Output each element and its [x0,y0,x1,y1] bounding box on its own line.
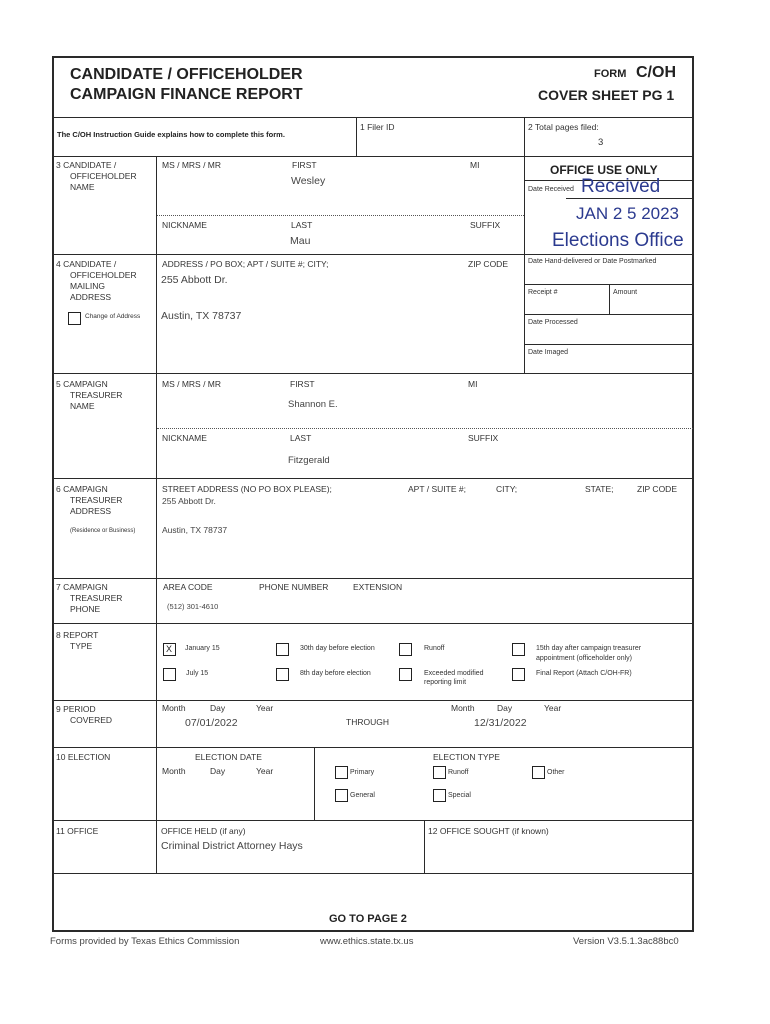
go-to-page-2: GO TO PAGE 2 [329,913,407,925]
election-day-label: Day [210,766,226,776]
receipt-label: Receipt # [528,289,558,296]
section-3-label-3: NAME [70,182,95,192]
treas-apt-label: APT / SUITE #; [408,484,466,494]
election-other-label: Other [547,769,565,776]
cand-first-value: Wesley [291,175,326,187]
section-6-label-3: ADDRESS [70,506,112,516]
total-pages-label: 2 Total pages filed: [528,122,599,132]
cand-suffix-label: SUFFIX [470,220,501,230]
hand-delivered-label: Date Hand-delivered or Date Postmarked [528,258,657,265]
frame-top [52,56,694,58]
amount-label: Amount [613,289,638,296]
rule [566,198,694,199]
section-4-label: 4 CANDIDATE / [56,259,117,269]
processed-label: Date Processed [528,319,578,326]
rule [424,820,425,873]
report-type-label: Runoff [424,645,445,652]
report-type-label: July 15 [186,670,209,677]
report-type-july-15-checkbox[interactable] [163,668,176,681]
frame-bottom [52,930,694,932]
section-7-label-2: TREASURER [70,593,123,603]
report-type-exceeded-checkbox[interactable] [399,668,412,681]
section-6-note: (Residence or Business) [70,528,136,534]
period-day-label-2: Day [497,703,513,713]
election-general-label: General [350,792,375,799]
treas-phone-value: (512) 301-4610 [167,602,219,611]
report-type-30th-day-checkbox[interactable] [276,643,289,656]
rule [524,254,694,255]
total-pages-value: 3 [598,137,604,148]
election-type-label: ELECTION TYPE [433,752,500,762]
rule [52,747,694,748]
section-6-label-2: TREASURER [70,495,123,505]
instruction-text: The C/OH Instruction Guide explains how to complete this form. [57,130,285,139]
election-general-checkbox[interactable] [335,789,348,802]
change-of-address-checkbox[interactable] [68,312,81,325]
cand-address-header: ADDRESS / PO BOX; APT / SUITE #; CITY; [162,259,329,269]
stamp-received: Received [581,176,661,197]
office-sought-label: 12 OFFICE SOUGHT (if known) [428,826,549,836]
office-use-title: OFFICE USE ONLY [550,163,658,177]
section-5-label-3: NAME [70,401,95,411]
report-type-label-2: reporting limit [424,679,467,686]
stamp-date: JAN 2 5 2023 [576,204,680,223]
election-runoff-label: Runoff [448,769,469,776]
title-line2: CAMPAIGN FINANCE REPORT [70,86,303,103]
section-3-label: 3 CANDIDATE / [56,160,117,170]
footer-url: www.ethics.state.tx.us [320,936,414,947]
dotted-rule [157,215,524,216]
rule [524,314,694,315]
report-type-label: Exceeded modified [424,670,484,677]
cand-mi-label: MI [470,160,480,170]
treas-first-value: Shannon E. [288,399,338,410]
footer-provider: Forms provided by Texas Ethics Commission [50,936,240,947]
report-type-label: January 15 [185,645,220,652]
treas-mi-label: MI [468,379,478,389]
cover-sheet-label: COVER SHEET PG 1 [538,87,675,103]
election-special-label: Special [448,792,471,799]
period-year-label-2: Year [544,703,562,713]
cand-nickname-label: NICKNAME [162,220,207,230]
section-4-label-4: ADDRESS [70,292,112,302]
election-other-checkbox[interactable] [532,766,545,779]
treas-ms-label: MS / MRS / MR [162,379,222,389]
cand-first-label: FIRST [292,160,317,170]
report-type-8th-day-checkbox[interactable] [276,668,289,681]
form-code: C/OH [636,64,676,81]
date-received-label: Date Received [528,186,574,193]
period-year-label: Year [256,703,274,713]
report-type-label: 30th day before election [300,645,375,652]
section-7-label-3: PHONE [70,604,101,614]
frame-left [52,56,54,932]
treas-state-label: STATE; [585,484,614,494]
report-type-runoff-checkbox[interactable] [399,643,412,656]
report-type-15th-day-checkbox[interactable] [512,643,525,656]
election-year-label: Year [256,766,274,776]
title-line1: CANDIDATE / OFFICEHOLDER [70,66,303,83]
period-to-value: 12/31/2022 [474,717,527,729]
treas-last-label: LAST [290,433,312,443]
footer-version: Version V3.5.1.3ac88bc0 [573,936,679,947]
rule [52,373,694,374]
rule [356,117,357,157]
rule [52,700,694,701]
section-8-label-2: TYPE [70,641,93,651]
election-month-label: Month [162,766,186,776]
change-of-address-label: Change of Address [85,313,141,320]
period-month-label: Month [162,703,186,713]
rule [524,344,694,345]
election-runoff-checkbox[interactable] [433,766,446,779]
treas-zip-label: ZIP CODE [637,484,677,494]
section-5-label: 5 CAMPAIGN [56,379,108,389]
treas-city-label: CITY; [496,484,518,494]
rule [52,578,694,579]
dotted-rule [157,428,693,429]
stamp-office: Elections Office [552,230,684,251]
report-type-final-checkbox[interactable] [512,668,525,681]
section-11-label: 11 OFFICE [56,826,99,836]
frame-right [692,56,694,932]
treas-suffix-label: SUFFIX [468,433,499,443]
section-9-label-2: COVERED [70,715,113,725]
rule [52,156,694,157]
rule [52,117,694,118]
rule [52,623,694,624]
period-from-value: 07/01/2022 [185,717,238,729]
period-through-label: THROUGH [346,717,389,727]
cand-zip-label: ZIP CODE [468,259,508,269]
report-type-label: 15th day after campaign treasurer [536,645,642,652]
election-special-checkbox[interactable] [433,789,446,802]
cand-last-value: Mau [290,235,311,247]
report-type-label: 8th day before election [300,670,371,677]
treas-last-value: Fitzgerald [288,455,330,466]
rule [524,156,525,374]
period-month-label-2: Month [451,703,475,713]
section-9-label: 9 PERIOD [56,704,96,714]
treas-street-label: STREET ADDRESS (NO PO BOX PLEASE); [162,484,332,494]
section-10-label: 10 ELECTION [56,752,111,762]
treas-address-line1: 255 Abbott Dr. [162,496,216,506]
period-day-label: Day [210,703,226,713]
report-type-check-mark: X [166,644,173,654]
rule [609,284,610,314]
election-primary-checkbox[interactable] [335,766,348,779]
rule [52,254,524,255]
cand-address-line1: 255 Abbott Dr. [161,274,228,286]
rule [524,117,525,157]
rule [52,873,694,874]
phone-number-label: PHONE NUMBER [259,582,329,592]
election-primary-label: Primary [350,769,375,776]
section-7-label: 7 CAMPAIGN [56,582,108,592]
treas-nickname-label: NICKNAME [162,433,207,443]
section-8-label: 8 REPORT [56,630,99,640]
office-held-label: OFFICE HELD (if any) [161,826,246,836]
cand-last-label: LAST [291,220,313,230]
treas-address-line2: Austin, TX 78737 [162,525,228,535]
area-code-label: AREA CODE [163,582,213,592]
rule [314,747,315,820]
filer-id-label: 1 Filer ID [360,122,395,132]
section-6-label: 6 CAMPAIGN [56,484,108,494]
rule [52,820,694,821]
extension-label: EXTENSION [353,582,403,592]
cand-ms-label: MS / MRS / MR [162,160,222,170]
section-4-label-2: OFFICEHOLDER [70,270,137,280]
section-5-label-2: TREASURER [70,390,123,400]
treas-first-label: FIRST [290,379,315,389]
rule [52,478,694,479]
report-type-label-2: appointment (officeholder only) [536,655,632,662]
rule [156,156,157,873]
office-held-value: Criminal District Attorney Hays [161,840,303,852]
imaged-label: Date Imaged [528,349,569,356]
form-word: FORM [594,68,627,80]
report-type-label: Final Report (Attach C/OH-FR) [536,670,632,677]
cand-address-line2: Austin, TX 78737 [161,310,242,322]
election-date-label: ELECTION DATE [195,752,262,762]
section-4-label-3: MAILING [70,281,105,291]
section-3-label-2: OFFICEHOLDER [70,171,137,181]
